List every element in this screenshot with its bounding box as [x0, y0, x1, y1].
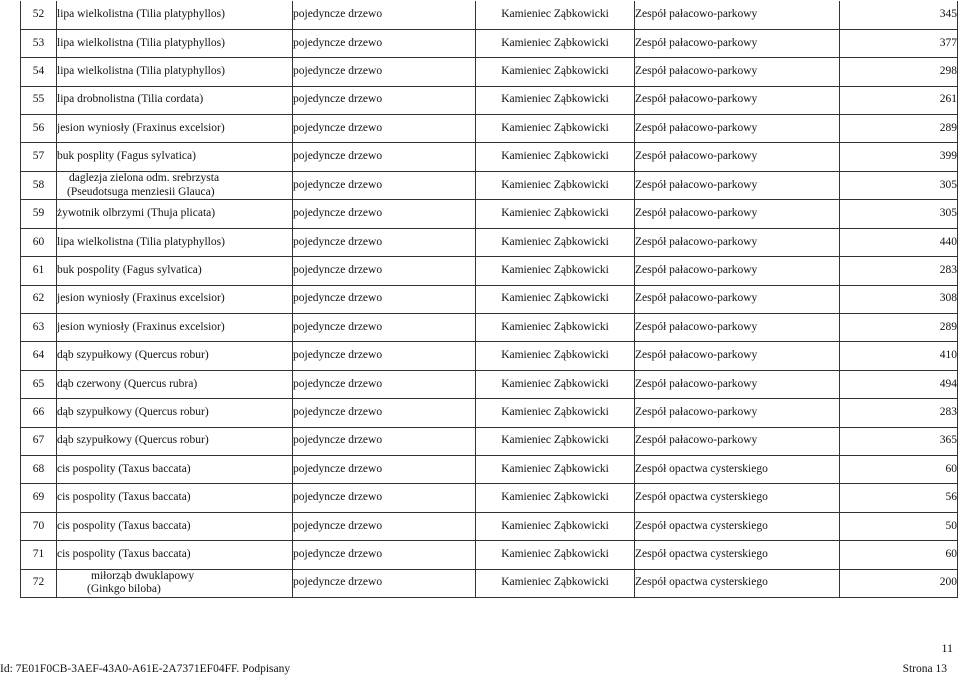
species-name: dąb szypułkowy (Quercus robur) [57, 342, 293, 370]
complex-name: Zespół pałacowo-parkowy [635, 370, 840, 398]
species-name: lipa wielkolistna (Tilia platyphyllos) [57, 1, 293, 29]
row-number: 53 [21, 29, 57, 57]
table-row [21, 200, 958, 228]
location: Kamieniec Ząbkowicki [476, 455, 635, 483]
object-type: pojedyncze drzewo [293, 143, 476, 171]
object-type: pojedyncze drzewo [293, 455, 476, 483]
complex-name: Zespół pałacowo-parkowy [635, 257, 840, 285]
species-name: jesion wyniosły (Fraxinus excelsior) [57, 115, 293, 143]
object-type: pojedyncze drzewo [293, 257, 476, 285]
location: Kamieniec Ząbkowicki [476, 171, 635, 200]
table-row [21, 228, 958, 256]
row-number: 56 [21, 115, 57, 143]
row-number: 72 [21, 569, 57, 598]
complex-name: Zespół opactwa cysterskiego [635, 569, 840, 598]
circumference: 399 [840, 143, 958, 171]
object-type: pojedyncze drzewo [293, 285, 476, 313]
table-row [21, 455, 958, 483]
species-name: buk pospolity (Fagus sylvatica) [57, 257, 293, 285]
circumference: 298 [840, 58, 958, 86]
table-row [21, 58, 958, 86]
table-row [21, 115, 958, 143]
table-row [21, 342, 958, 370]
circumference: 60 [840, 455, 958, 483]
row-number: 65 [21, 370, 57, 398]
location: Kamieniec Ząbkowicki [476, 86, 635, 114]
document-id-footer: Id: 7E01F0CB-3AEF-43A0-A61E-2A7371EF04FF. Podpisany [0, 663, 291, 675]
row-number: 67 [21, 427, 57, 455]
complex-name: Zespół pałacowo-parkowy [635, 342, 840, 370]
table-row [21, 257, 958, 285]
circumference: 261 [840, 86, 958, 114]
row-number: 59 [21, 200, 57, 228]
circumference: 305 [840, 171, 958, 200]
species-name [57, 171, 293, 200]
species-name: cis pospolity (Taxus baccata) [57, 541, 293, 569]
object-type: pojedyncze drzewo [293, 29, 476, 57]
circumference: 440 [840, 228, 958, 256]
location: Kamieniec Ząbkowicki [476, 58, 635, 86]
object-type: pojedyncze drzewo [293, 541, 476, 569]
table-row [21, 86, 958, 114]
complex-name: Zespół pałacowo-parkowy [635, 200, 840, 228]
row-number: 58 [21, 171, 57, 200]
table-row [21, 541, 958, 569]
circumference: 56 [840, 484, 958, 512]
circumference: 289 [840, 115, 958, 143]
object-type: pojedyncze drzewo [293, 171, 476, 200]
location: Kamieniec Ząbkowicki [476, 427, 635, 455]
circumference: 283 [840, 257, 958, 285]
row-number: 64 [21, 342, 57, 370]
complex-name: Zespół opactwa cysterskiego [635, 541, 840, 569]
row-number: 61 [21, 257, 57, 285]
table-row [21, 370, 958, 398]
complex-name: Zespół pałacowo-parkowy [635, 1, 840, 29]
complex-name: Zespół pałacowo-parkowy [635, 86, 840, 114]
location: Kamieniec Ząbkowicki [476, 115, 635, 143]
table-row [21, 512, 958, 540]
location: Kamieniec Ząbkowicki [476, 257, 635, 285]
circumference: 305 [840, 200, 958, 228]
species-name: dąb szypułkowy (Quercus robur) [57, 399, 293, 427]
page-label-footer: Strona 13 [902, 663, 947, 675]
circumference: 60 [840, 541, 958, 569]
object-type: pojedyncze drzewo [293, 569, 476, 598]
location: Kamieniec Ząbkowicki [476, 541, 635, 569]
circumference: 289 [840, 314, 958, 342]
species-name-line-2: (Pseudotsuga menziesii Glauca) [67, 185, 215, 198]
object-type: pojedyncze drzewo [293, 86, 476, 114]
row-number: 52 [21, 1, 57, 29]
location: Kamieniec Ząbkowicki [476, 314, 635, 342]
object-type: pojedyncze drzewo [293, 1, 476, 29]
object-type: pojedyncze drzewo [293, 342, 476, 370]
table-row [21, 1, 958, 29]
row-number: 68 [21, 455, 57, 483]
circumference: 345 [840, 1, 958, 29]
species-name: jesion wyniosły (Fraxinus excelsior) [57, 285, 293, 313]
location: Kamieniec Ząbkowicki [476, 1, 635, 29]
complex-name: Zespół pałacowo-parkowy [635, 58, 840, 86]
circumference: 365 [840, 427, 958, 455]
species-name-line-1: daglezja zielona odm. srebrzysta [69, 171, 220, 184]
species-name: dąb szypułkowy (Quercus robur) [57, 427, 293, 455]
tree-registry-table [20, 1, 958, 598]
location: Kamieniec Ząbkowicki [476, 399, 635, 427]
complex-name: Zespół pałacowo-parkowy [635, 171, 840, 200]
circumference: 377 [840, 29, 958, 57]
location: Kamieniec Ząbkowicki [476, 484, 635, 512]
object-type: pojedyncze drzewo [293, 314, 476, 342]
object-type: pojedyncze drzewo [293, 399, 476, 427]
location: Kamieniec Ząbkowicki [476, 370, 635, 398]
complex-name: Zespół opactwa cysterskiego [635, 455, 840, 483]
row-number: 69 [21, 484, 57, 512]
species-name: buk posplity (Fagus sylvatica) [57, 143, 293, 171]
species-name-line-1: miłorząb dwuklapowy [91, 569, 195, 582]
row-number: 66 [21, 399, 57, 427]
table-row [21, 569, 958, 598]
species-name-line-2: (Ginkgo biloba) [87, 583, 161, 596]
row-number: 62 [21, 285, 57, 313]
species-name: cis pospolity (Taxus baccata) [57, 455, 293, 483]
table-row [21, 143, 958, 171]
complex-name: Zespół pałacowo-parkowy [635, 228, 840, 256]
species-name: żywotnik olbrzymi (Thuja plicata) [57, 200, 293, 228]
object-type: pojedyncze drzewo [293, 58, 476, 86]
species-name: jesion wyniosły (Fraxinus excelsior) [57, 314, 293, 342]
complex-name: Zespół pałacowo-parkowy [635, 115, 840, 143]
location: Kamieniec Ząbkowicki [476, 143, 635, 171]
complex-name: Zespół pałacowo-parkowy [635, 143, 840, 171]
table-row [21, 399, 958, 427]
row-number: 63 [21, 314, 57, 342]
location: Kamieniec Ząbkowicki [476, 342, 635, 370]
species-name: lipa wielkolistna (Tilia platyphyllos) [57, 58, 293, 86]
location: Kamieniec Ząbkowicki [476, 569, 635, 598]
table-row [21, 484, 958, 512]
complex-name: Zespół pałacowo-parkowy [635, 285, 840, 313]
circumference: 494 [840, 370, 958, 398]
object-type: pojedyncze drzewo [293, 200, 476, 228]
object-type: pojedyncze drzewo [293, 228, 476, 256]
location: Kamieniec Ząbkowicki [476, 512, 635, 540]
circumference: 283 [840, 399, 958, 427]
circumference: 410 [840, 342, 958, 370]
complex-name: Zespół pałacowo-parkowy [635, 427, 840, 455]
table-row [21, 427, 958, 455]
object-type: pojedyncze drzewo [293, 370, 476, 398]
page-number: 11 [941, 641, 953, 655]
row-number: 55 [21, 86, 57, 114]
circumference: 50 [840, 512, 958, 540]
species-name: lipa wielkolistna (Tilia platyphyllos) [57, 228, 293, 256]
location: Kamieniec Ząbkowicki [476, 285, 635, 313]
row-number: 70 [21, 512, 57, 540]
complex-name: Zespół opactwa cysterskiego [635, 484, 840, 512]
table-row [21, 314, 958, 342]
object-type: pojedyncze drzewo [293, 512, 476, 540]
circumference: 308 [840, 285, 958, 313]
complex-name: Zespół opactwa cysterskiego [635, 512, 840, 540]
species-name [57, 569, 293, 598]
location: Kamieniec Ząbkowicki [476, 228, 635, 256]
table-row [21, 29, 958, 57]
table-row [21, 285, 958, 313]
species-name: cis pospolity (Taxus baccata) [57, 484, 293, 512]
circumference: 200 [840, 569, 958, 598]
complex-name: Zespół pałacowo-parkowy [635, 29, 840, 57]
object-type: pojedyncze drzewo [293, 427, 476, 455]
row-number: 71 [21, 541, 57, 569]
species-name: dąb czerwony (Quercus rubra) [57, 370, 293, 398]
complex-name: Zespół pałacowo-parkowy [635, 399, 840, 427]
location: Kamieniec Ząbkowicki [476, 200, 635, 228]
row-number: 57 [21, 143, 57, 171]
object-type: pojedyncze drzewo [293, 484, 476, 512]
species-name: cis pospolity (Taxus baccata) [57, 512, 293, 540]
row-number: 54 [21, 58, 57, 86]
complex-name: Zespół pałacowo-parkowy [635, 314, 840, 342]
species-name: lipa drobnolistna (Tilia cordata) [57, 86, 293, 114]
row-number: 60 [21, 228, 57, 256]
species-name: lipa wielkolistna (Tilia platyphyllos) [57, 29, 293, 57]
table-row [21, 171, 958, 200]
location: Kamieniec Ząbkowicki [476, 29, 635, 57]
object-type: pojedyncze drzewo [293, 115, 476, 143]
